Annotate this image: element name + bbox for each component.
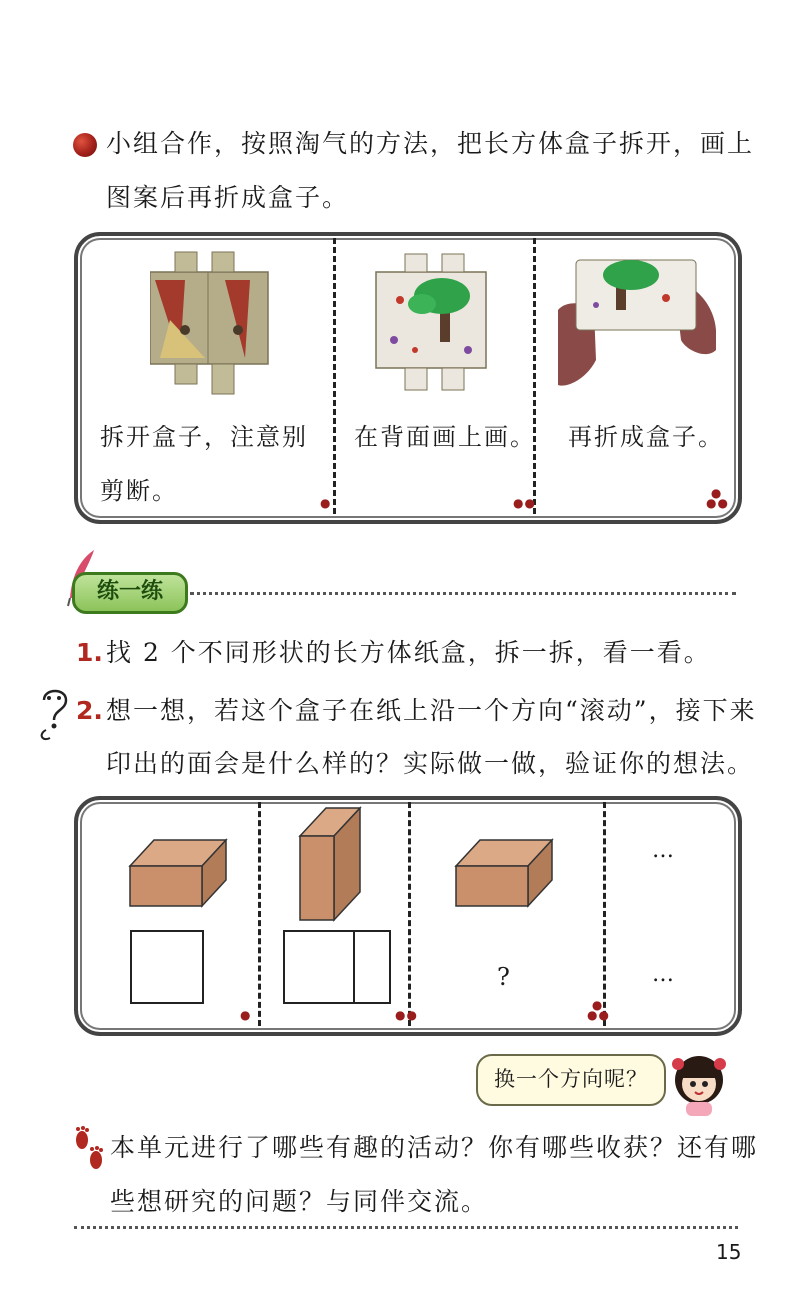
step-3-caption: 再折成盒子。 <box>568 423 724 451</box>
step-marker-2-dots: ●● <box>513 496 536 510</box>
question-1-text: 找 2 个不同形状的长方体纸盒，拆一拆，看一看。 <box>106 638 711 667</box>
printed-face-divider <box>353 930 355 1004</box>
red-bullet-icon <box>73 133 97 157</box>
question-2-line-1: 想一想，若这个盒子在纸上沿一个方向“滚动”，接下来 <box>106 696 757 725</box>
step-marker-3-dots: ● ●● <box>587 998 610 1022</box>
step-1-caption-line-1: 拆开盒子，注意别 <box>100 423 308 451</box>
intro-line-2: 图案后再折成盒子。 <box>106 183 350 212</box>
practice-tag: 练一练 <box>72 572 188 614</box>
panel-divider <box>333 238 336 514</box>
step-1-caption-line-2: 剪断。 <box>100 477 178 505</box>
intro-line-1: 小组合作，按照淘气的方法，把长方体盒子拆开，画上 <box>106 129 755 158</box>
panel-divider <box>408 802 411 1026</box>
thinking-question-icon <box>36 686 72 742</box>
page-number: 15 <box>716 1240 742 1264</box>
ellipsis-bottom: … <box>652 962 674 987</box>
step-marker-2-dots: ●● <box>395 1008 418 1022</box>
unfolded-box-illustration <box>150 250 270 400</box>
speech-bubble: 换一个方向呢？ <box>476 1054 666 1106</box>
decorated-box-illustration <box>370 250 490 400</box>
folded-box-in-hands-illustration <box>556 250 721 390</box>
section-dotted-line <box>190 592 736 595</box>
flat-box-illustration <box>454 836 554 908</box>
step-marker-3-dots: ● ●● <box>706 486 729 510</box>
footprints-icon <box>72 1126 108 1174</box>
panel-divider <box>533 238 536 514</box>
printed-rectangle-faces <box>283 930 391 1004</box>
girl-character-avatar <box>666 1044 732 1118</box>
flat-box-illustration <box>128 836 228 908</box>
bottom-dotted-line <box>74 1226 738 1229</box>
panel-divider <box>258 802 261 1026</box>
upright-box-illustration <box>298 806 362 922</box>
step-2-caption: 在背面画上画。 <box>354 423 536 451</box>
question-1-number: 1. <box>76 638 103 667</box>
reflection-line-1: 本单元进行了哪些有趣的活动？你有哪些收获？还有哪 <box>110 1133 759 1162</box>
question-2-line-2: 印出的面会是什么样的？实际做一做，验证你的想法。 <box>106 749 755 778</box>
panel-divider <box>603 802 606 1026</box>
printed-square-face <box>130 930 204 1004</box>
step-marker-1-dot: ● <box>240 1008 252 1022</box>
question-2-number: 2. <box>76 696 103 725</box>
unknown-print-question: ? <box>497 963 510 991</box>
step-marker-1-dot: ● <box>320 496 332 510</box>
ellipsis-top: … <box>652 838 674 863</box>
reflection-line-2: 些想研究的问题？与同伴交流。 <box>110 1187 489 1216</box>
